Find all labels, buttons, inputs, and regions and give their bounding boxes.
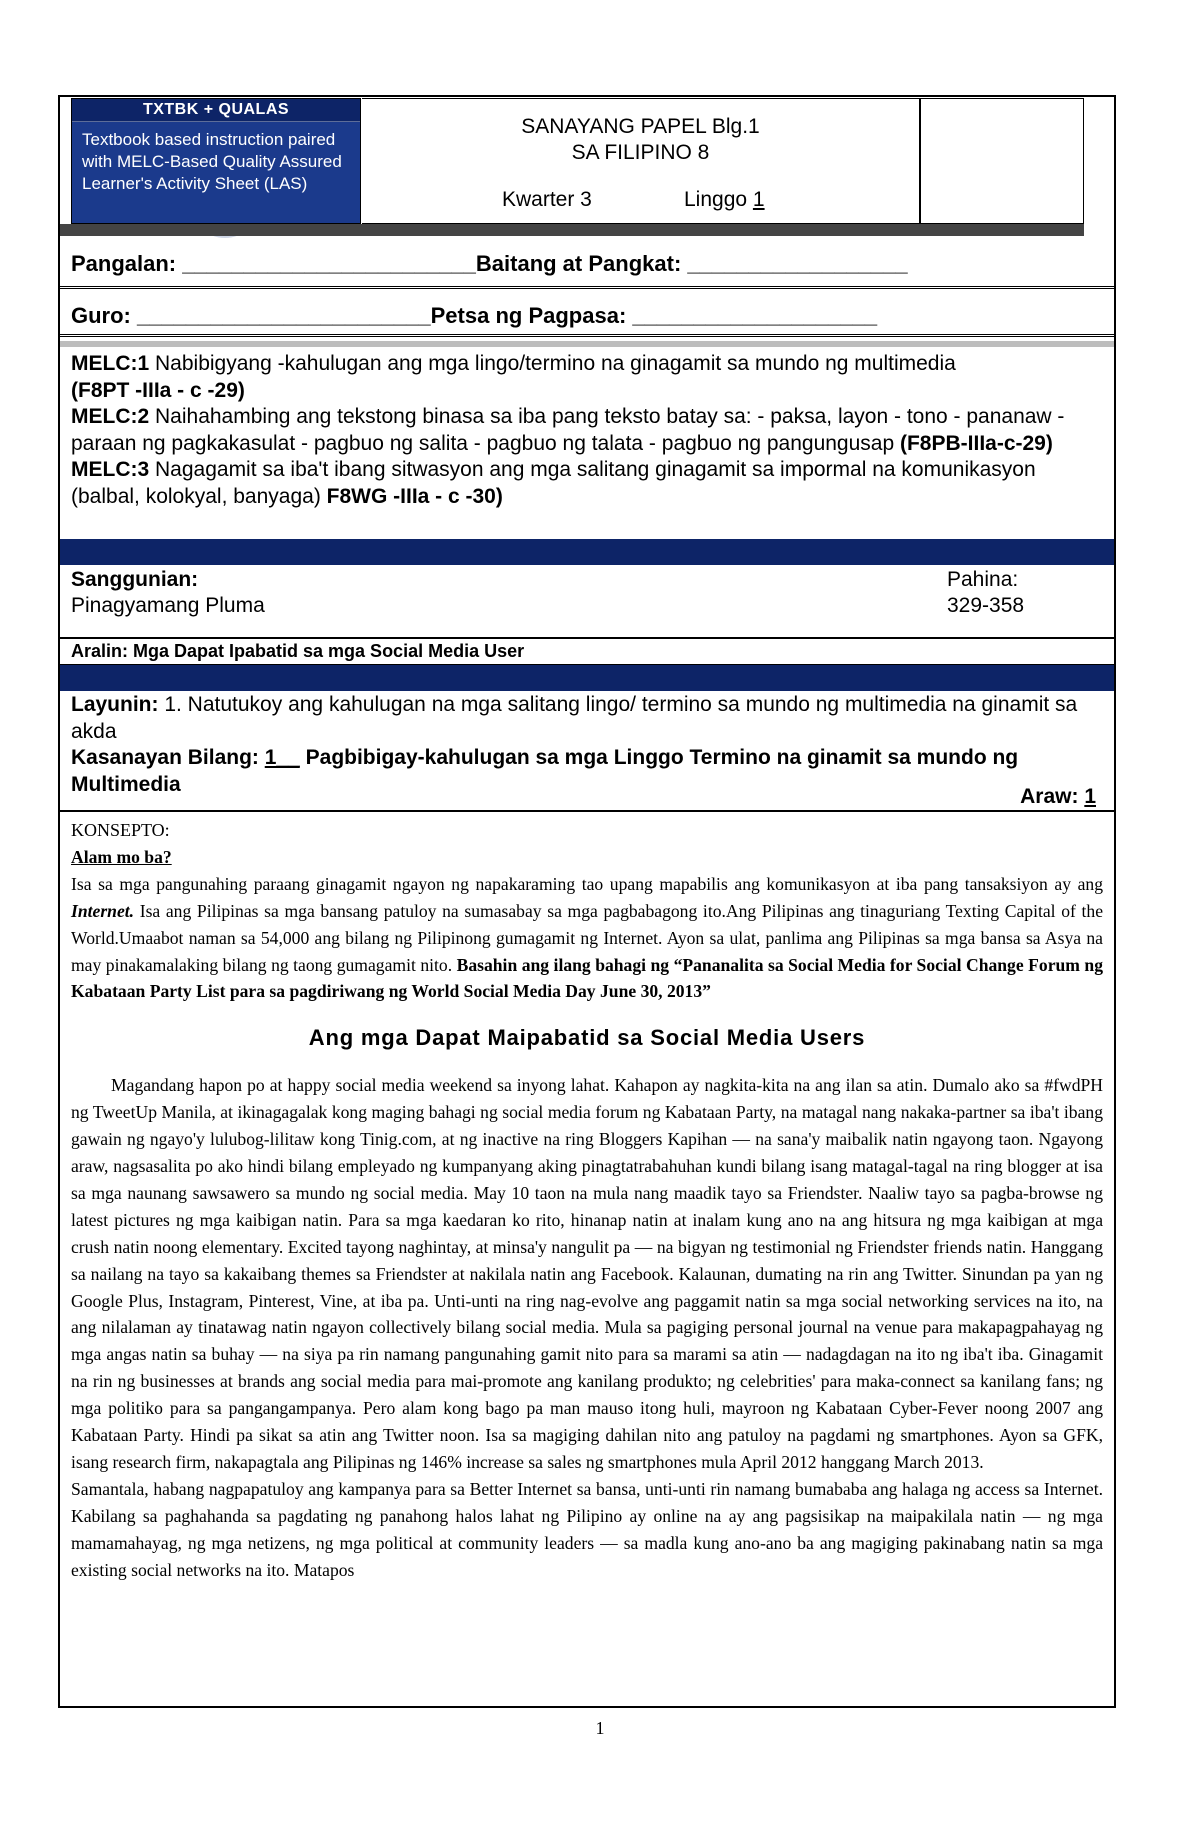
araw-value: 1: [1084, 784, 1096, 808]
konsepto-heading: KONSEPTO:: [71, 820, 170, 840]
layunin-section: [60, 692, 1114, 812]
layunin-label: Layunin:: [71, 693, 159, 716]
sanayang-papel-title: SANAYANG PAPEL Blg.1: [521, 115, 760, 138]
melc-3: MELC:3 Nagagamit sa iba't ibang sitwasyon ang mga salitang ginagamit sa impormal na komunikasyon (balbal, kolokyal, banyaga) F8WG -IIIa - c -30): [71, 458, 1036, 508]
linggo-label: Linggo 1: [684, 188, 765, 211]
basahin-instruction: Basahin ang ilang bahagi ng “Pananalita sa Social Media for Social Change Forum ng Kabataan Party List para sa pagdiriwang ng World Social Media Day June 30, 2013”: [71, 954, 1103, 1002]
article-paragraph-2: Samantala, habang nagpapatuloy ang kampanya para sa Better Internet sa bansa, unti-unti rin namang bumababa ang halaga ng access sa Internet. Kabilang sa paghahanda sa pagdating ng panahong halos lahat ng Pilipino ay online na ay ang pagsisikap na maipakilala natin — ng mga mamamahayag, ng mga netizens, ng mga political at community leaders — sa madla kung ano-ano ba ang magiging pakinabang natin sa mga existing social networks na ito. Matapos: [71, 1478, 1103, 1580]
araw-block: Araw: 1: [1020, 784, 1096, 808]
blue-divider-bar: [60, 539, 1114, 565]
aralin-title: Aralin: Mga Dapat Ipabatid sa mga Social Media User: [60, 639, 1114, 665]
linggo-value: 1: [752, 188, 765, 211]
melc-2: MELC:2 Naihahambing ang tekstong binasa sa iba pang teksto batay sa: - paksa, layon - tono - pananaw - paraan ng pagkakasulat - pagbuo ng salita - pagbuo ng talata - pagbuo ng pangungusap (F8PB-IIIa-c-29): [71, 405, 1065, 455]
layunin-text: 1. Natutukoy ang kahulugan na mga salitang lingo/ termino sa mundo ng multimedia na ginamit sa akda: [71, 693, 1078, 743]
worksheet-header: [60, 97, 1114, 241]
shade-divider: [60, 341, 1114, 347]
page-number: 1: [595, 1718, 605, 1738]
kwarter-label: Kwarter 3: [502, 188, 592, 211]
title-box: [362, 98, 920, 224]
badge-description: Textbook based instruction paired with MELC-Based Quality Assured Learner's Activity Sheet (LAS): [82, 130, 342, 193]
kasanayan-label: Kasanayan Bilang:: [71, 746, 259, 769]
pangalan-baitang-field[interactable]: Pangalan: ________________________Baitang at Pangkat: __________________: [60, 249, 1114, 289]
blank-corner-box: [920, 98, 1084, 224]
subject-title: SA FILIPINO 8: [571, 141, 710, 164]
article-title: Ang mga Dapat Maipabatid sa Social Media Users: [308, 1025, 866, 1051]
pahina-label: Pahina:: [947, 568, 1019, 591]
article-paragraph-1: Magandang hapon po at happy social media weekend sa inyong lahat. Kahapon ay nagkita-kita na ang ilan sa atin. Dumalo ako sa #fwdPH ng TweetUp Manila, at ikinagagalak kong maging bahagi ng social media forum ng Kabataan Party, na matagal nang nakaka-partner sa iba't ibang gawain ng ngayo'y lulubog-lilitaw kong Tinig.com, at ng inactive na ring Bloggers Kapihan — na sana'y maibalik natin ngayong taon. Ngayong araw, nagsasalita po ako hindi bilang empleyado ng kumpanyang aking pinagtatrabahuhan kundi bilang isang matagal-tagal na ring blogger at isa sa mga naunang sawsawero sa mundo ng social media. May 10 taon na mula nang maadik tayo sa Friendster. Naaliw tayo sa pagba-browse ng latest pictures ng mga kaibigan natin. Para sa mga kaedaran ko rito, hinanap natin at inalam kung ano na ang hitsura ng mga kaibigan at mga crush natin noong elementary. Excited tayong naghintay, at minsa'y nangulit pa — na bigyan ng testimonial ng Friendster friends natin. Hanggang sa nailang na tayo sa kakaibang themes sa Friendster at nakilala natin ang Facebook. Kalaunan, dumating na rin ang Twitter. Sinundan pa yan ng Google Plus, Instagram, Pinterest, Vine, at iba pa. Unti-unti na ring nag-evolve ang paggamit natin sa mga social networking services na ito, na ang nilalaman ay tinatawag natin ngayon collectively bilang social media. Mula sa pagiging personal journal na venue para makapagpahayag ng mga angas natin sa buhay — na siya pa rin namang pangunahing gamit nito para sa marami sa atin — nadagdagan na ito ng iba't iba. Ginagamit na rin ng businesses at brands ang social media para mai-promote ang kanilang produkto; ng celebrities' para maka-connect sa kanilang fans; ng mga politiko para sa pangangampanya. Pero alam kong bago pa man mauso itong huli, mayroon ng Kabataan Cyber-Fever noong 2007 ang Kabataan Party. Hindi pa sikat sa atin ang Twitter noon. Isa sa magiging dahilan nito ang patuloy na pagdami ng smartphones. Ayon sa GFK, isang research firm, nakapagtala ang Pilipinas ng 146% increase sa sales ng smartphones mula April 2012 hanggang March 2013.: [71, 1075, 1103, 1472]
kasanayan-text: Pagbibigay-kahulugan sa mga Linggo Termino na ginamit sa mundo ng Multimedia: [71, 746, 1019, 796]
txtbk-qualas-badge: [71, 98, 361, 224]
guro-petsa-field[interactable]: Guro: ________________________Petsa ng Pagpasa: ____________________: [60, 293, 1114, 337]
sanggunian-label: Sanggunian:: [71, 568, 199, 591]
blue-divider-bar-2: [60, 665, 1114, 691]
kasanayan-number: 1__: [264, 746, 300, 769]
pahina-value: 329-358: [947, 594, 1025, 617]
konsepto-intro: Isa sa mga pangunahing paraang ginagamit ngayon ng napakaraming tao upang mapabilis ang komunikasyon at iba pang tansaksiyon ay ang Internet. Isa ang Pilipinas sa mga bansang patuloy na sumasabay sa mga pagbabagong ito.Ang Pilipinas ang tinaguriang Texting Capital of the World.Umaabot naman sa 54,000 ang bilang ng Pilipinong gumagamit ng Internet. Ayon sa ulat, panlima ang Pilipinas sa mga bansa sa Asya na may pinakamalaking bilang ng taong gumagamit nito. Basahin ang ilang bahagi ng “Pananalita sa Social Media for Social Change Forum ng Kabataan Party List para sa pagdiriwang ng World Social Media Day June 30, 2013”: [71, 873, 1103, 1002]
worksheet-page: [58, 95, 1116, 1708]
sanggunian-value: Pinagyamang Pluma: [71, 594, 265, 617]
pahina-block: [947, 567, 1097, 619]
melc-1: MELC:1 Nabibigyang -kahulugan ang mga lingo/termino na ginagamit sa mundo ng multimedia (F8PT -IIIa - c -29): [71, 352, 956, 402]
header-divider-bar: [60, 224, 1084, 236]
badge-title: TXTBK + QUALAS: [72, 99, 360, 122]
alam-mo-ba-heading: Alam mo ba?: [71, 846, 172, 867]
internet-term: Internet.: [71, 900, 135, 921]
sanggunian-section: [60, 567, 1114, 639]
konsepto-section: [60, 817, 1114, 1583]
